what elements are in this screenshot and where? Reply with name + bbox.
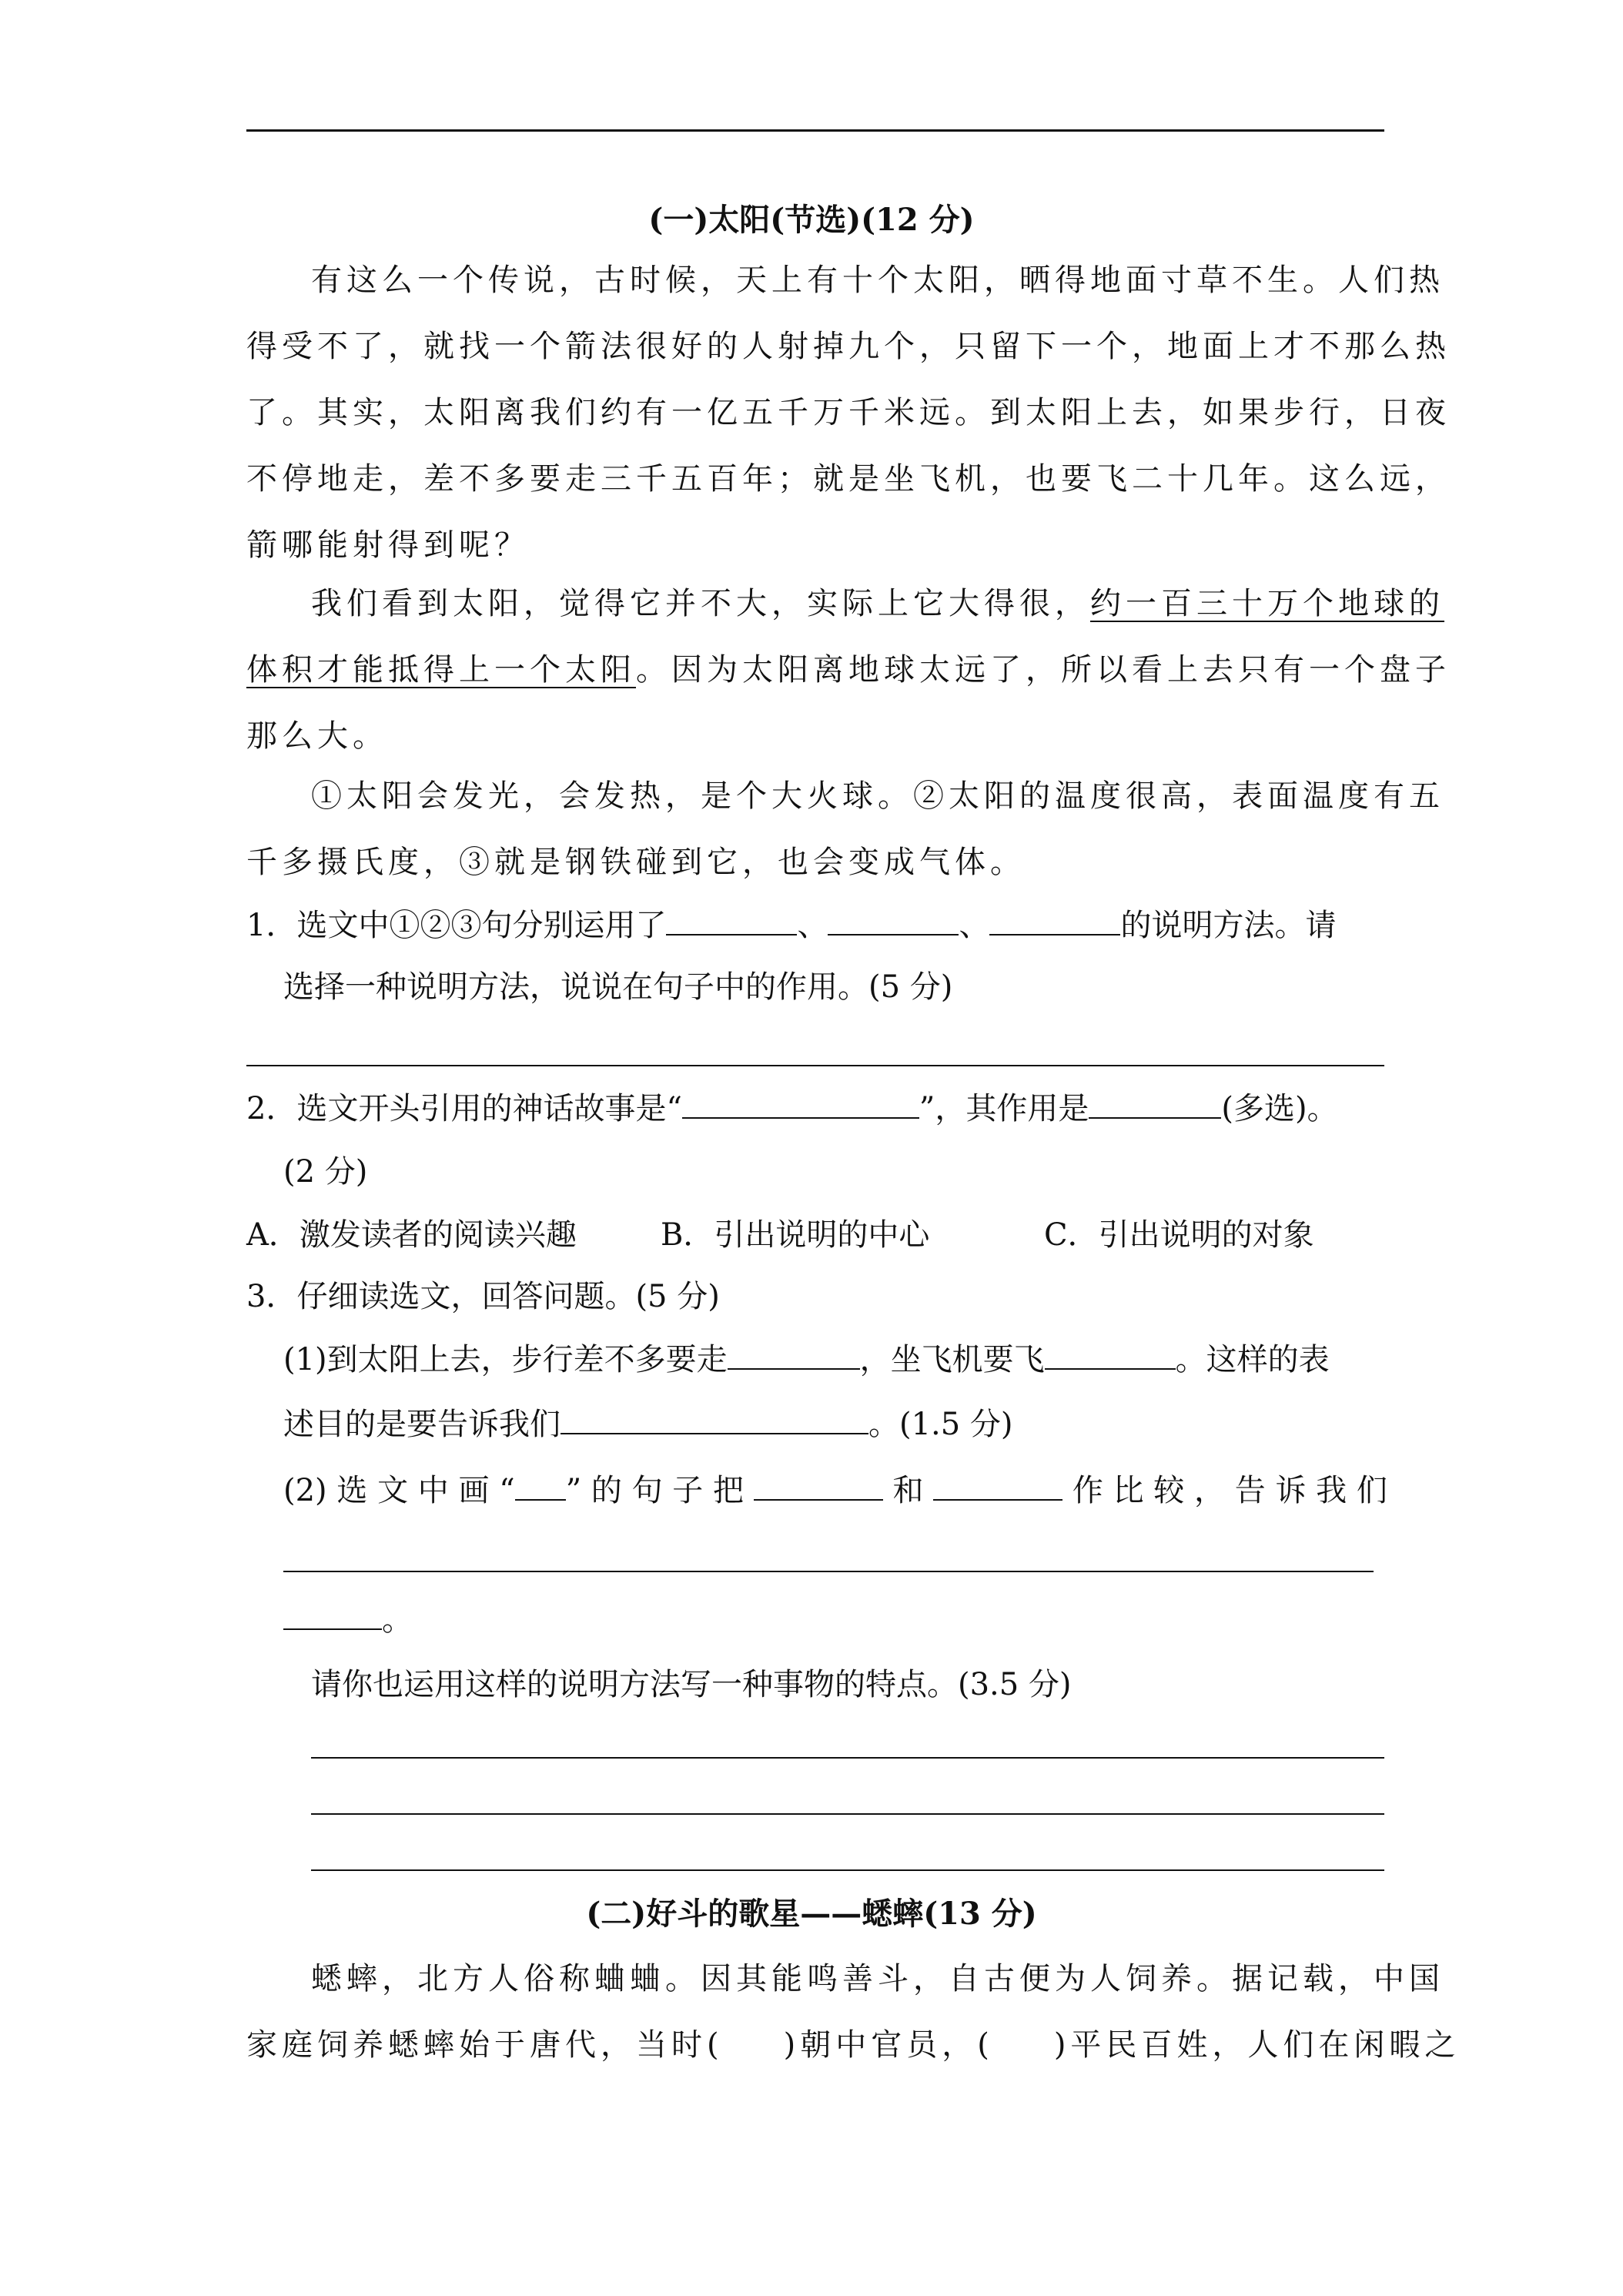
passage1-line: 箭哪能射得到呢？ bbox=[246, 527, 530, 563]
passage2-line: 那么大。 bbox=[246, 718, 388, 754]
question-2-score: (2 分) bbox=[283, 1154, 368, 1190]
answer-blank[interactable] bbox=[666, 908, 797, 935]
underlined-sentence: 约一百三十万个地球的 bbox=[1090, 586, 1444, 621]
section2-title: (二)好斗的歌星——蟋蟀(13 分) bbox=[586, 1896, 1037, 1932]
answer-blank[interactable] bbox=[682, 1091, 919, 1119]
question-2: 2．选文开头引用的神话故事是“ ”，其作用是 (多选)。 bbox=[246, 1091, 1338, 1126]
passage2-line bbox=[246, 651, 1451, 688]
question-3-1: (1)到太阳上去，步行差不多要走 ，坐飞机要飞 。这样的表 bbox=[283, 1342, 1330, 1377]
answer-blank[interactable] bbox=[561, 1407, 868, 1434]
passage2-text: 我们看到太阳，觉得它并不大，实际上它大得很， bbox=[311, 586, 1090, 621]
passage1-line: 不停地走，差不多要走三千五百年；就是坐飞机，也要飞二十几年。这么远， bbox=[246, 461, 1451, 497]
answer-line[interactable] bbox=[283, 1571, 1374, 1572]
option-a[interactable]: A．激发读者的阅读兴趣 bbox=[246, 1217, 577, 1253]
question-3-1-line2: 述目的是要告诉我们 。(1.5 分) bbox=[283, 1407, 1013, 1442]
question-3-2-end: 。 bbox=[283, 1602, 413, 1638]
section1-title: (一)太阳(节选)(12 分) bbox=[648, 202, 975, 238]
answer-line[interactable] bbox=[311, 1869, 1384, 1871]
answer-blank[interactable] bbox=[933, 1473, 1062, 1501]
answer-blank[interactable] bbox=[1089, 1091, 1221, 1119]
question-3-2: (2) 选 文 中 画 “ ” 的 句 子 把 和 作 比 较 ， 告 诉 我 们 bbox=[283, 1473, 1387, 1508]
answer-line[interactable] bbox=[246, 1065, 1384, 1066]
answer-blank[interactable] bbox=[989, 908, 1120, 935]
passage4-line: 蟋蟀，北方人俗称蛐蛐。因其能鸣善斗，自古便为人饲养。据记载，中国 bbox=[311, 1961, 1444, 1996]
option-b[interactable]: B．引出说明的中心 bbox=[661, 1217, 930, 1253]
passage2-text: 。因为太阳离地球太远了，所以看上去只有一个盘子 bbox=[636, 652, 1451, 688]
passage1-line: 得受不了，就找一个箭法很好的人射掉九个，只留下一个，地面上才不那么热 bbox=[246, 329, 1451, 364]
passage3-line: 千多摄氏度，③就是钢铁碰到它，也会变成气体。 bbox=[246, 845, 1026, 880]
answer-blank[interactable] bbox=[1045, 1342, 1176, 1370]
passage1-line: 有这么一个传说，古时候，天上有十个太阳，晒得地面寸草不生。人们热 bbox=[311, 263, 1444, 298]
answer-line[interactable] bbox=[311, 1813, 1384, 1815]
passage2-line bbox=[311, 585, 1444, 622]
option-c[interactable]: C．引出说明的对象 bbox=[1044, 1217, 1314, 1253]
answer-blank[interactable] bbox=[283, 1602, 382, 1630]
question-1-line2: 选择一种说明方法，说说在句子中的作用。(5 分) bbox=[283, 969, 953, 1005]
answer-line[interactable] bbox=[311, 1757, 1384, 1759]
question-1: 1．选文中①②③句分别运用了 、 、 的说明方法。请 bbox=[246, 908, 1337, 943]
passage4-line: 家庭饲养蟋蟀始于唐代，当时( )朝中官员，( )平民百姓，人们在闲暇之 bbox=[246, 2027, 1461, 2063]
passage1-line: 了。其实，太阳离我们约有一亿五千万千米远。到太阳上去，如果步行，日夜 bbox=[246, 395, 1451, 430]
underline-sample bbox=[515, 1473, 566, 1501]
answer-blank[interactable] bbox=[728, 1342, 860, 1370]
underlined-sentence: 体积才能抵得上一个太阳 bbox=[246, 652, 636, 688]
top-rule bbox=[246, 129, 1384, 132]
answer-blank[interactable] bbox=[828, 908, 959, 935]
question-3-2-task: 请你也运用这样的说明方法写一种事物的特点。(3.5 分) bbox=[311, 1667, 1072, 1702]
question-3: 3．仔细读选文，回答问题。(5 分) bbox=[246, 1279, 720, 1314]
passage3-line: ①太阳会发光，会发热，是个大火球。②太阳的温度很高，表面温度有五 bbox=[311, 778, 1444, 814]
answer-blank[interactable] bbox=[754, 1473, 883, 1501]
